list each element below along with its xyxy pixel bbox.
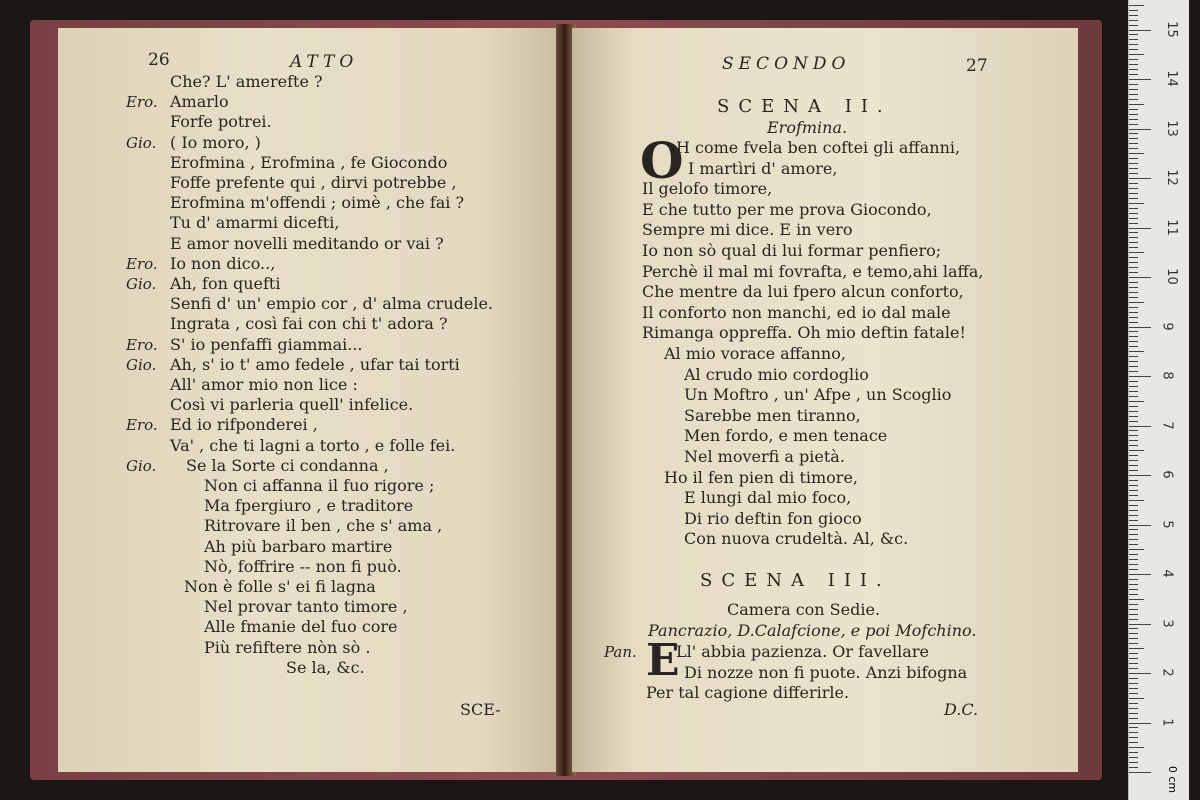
speaker-label: Ero. xyxy=(126,335,158,354)
ruler-tick xyxy=(1129,188,1138,189)
ruler-tick xyxy=(1129,104,1144,105)
ruler-tick xyxy=(1129,381,1138,382)
ruler-tick xyxy=(1129,247,1138,248)
ruler-tick xyxy=(1129,312,1138,313)
verse-line: Non è folle s' ei fi lagna xyxy=(184,577,376,596)
ruler-tick xyxy=(1129,435,1138,436)
ruler-tick xyxy=(1129,470,1138,471)
ruler-tick xyxy=(1129,327,1151,328)
ruler-tick xyxy=(1129,589,1138,590)
verse-line: Sempre mi dice. E in vero xyxy=(642,220,853,240)
verse-line: Con nuova crudeltà. Al, &c. xyxy=(684,529,909,549)
ruler-tick xyxy=(1129,737,1138,738)
ruler-tick xyxy=(1129,465,1138,466)
ruler-tick xyxy=(1129,767,1138,768)
measuring-ruler xyxy=(1128,0,1189,800)
ruler-tick xyxy=(1129,683,1138,684)
ruler-tick xyxy=(1129,351,1144,352)
ruler-tick xyxy=(1129,307,1138,308)
ruler-tick xyxy=(1129,64,1138,65)
verse-line: Nò, foffrire -- non fi può. xyxy=(204,556,402,576)
verse-line: Più refiftere nòn sò . xyxy=(204,637,371,657)
ruler-tick xyxy=(1129,193,1138,194)
ruler-tick xyxy=(1129,168,1138,169)
verse-line: E che tutto per me prova Giocondo, xyxy=(642,199,932,219)
ruler-tick xyxy=(1129,252,1144,253)
verse-line: I martìri d' amore, xyxy=(688,158,838,178)
ruler-tick xyxy=(1129,262,1138,263)
ruler-tick xyxy=(1129,282,1138,283)
verse-line: Di rio deftin fon gioco xyxy=(684,508,862,528)
ruler-tick xyxy=(1129,133,1138,134)
catchword-left: SCE- xyxy=(460,700,501,719)
ruler-tick xyxy=(1129,713,1138,714)
verse-line: Ho il fen pien di timore, xyxy=(664,467,858,487)
ruler-tick xyxy=(1129,242,1138,243)
ruler-tick xyxy=(1129,515,1138,516)
verse-line: Nel moverfi a pietà. xyxy=(684,447,845,466)
ruler-tick xyxy=(1129,426,1151,427)
ruler-number: 10 xyxy=(1163,268,1179,285)
verse-line: Al crudo mio cordoglio xyxy=(684,364,869,384)
ruler-tick xyxy=(1129,703,1138,704)
ruler-tick xyxy=(1129,718,1138,719)
verse-line: ( Io moro, ) xyxy=(170,132,261,152)
ruler-tick xyxy=(1129,648,1144,649)
ruler-tick xyxy=(1129,698,1144,699)
ruler-tick xyxy=(1129,361,1138,362)
ruler-number: 8 xyxy=(1159,371,1175,380)
page-number-right: 27 xyxy=(966,56,988,76)
drop-cap-e: E xyxy=(646,635,680,686)
verse-line: All' amor mio non lice : xyxy=(170,375,358,394)
ruler-tick xyxy=(1129,678,1138,679)
ruler-tick xyxy=(1129,237,1138,238)
speaker-label: Gio. xyxy=(126,133,157,152)
ruler-tick xyxy=(1129,232,1138,233)
ruler-number: 2 xyxy=(1159,668,1175,677)
ruler-unit-label: 0 cm xyxy=(1166,765,1180,794)
ruler-tick xyxy=(1129,534,1138,535)
ruler-tick xyxy=(1129,411,1138,412)
ruler-tick xyxy=(1129,584,1138,585)
verse-line: Sarebbe men tiranno, xyxy=(684,405,861,425)
ruler-number: 1 xyxy=(1159,717,1175,727)
verse-line: Forfe potrei. xyxy=(170,112,272,132)
ruler-tick xyxy=(1129,5,1144,6)
ruler-tick xyxy=(1129,34,1138,35)
ruler-tick xyxy=(1129,267,1138,268)
verse-line: Un Moftro , un' Afpe , un Scoglio xyxy=(684,385,952,405)
ruler-tick xyxy=(1129,490,1138,491)
ruler-tick xyxy=(1129,129,1151,130)
verse-line: Alle fmanie del fuo core xyxy=(204,617,398,637)
ruler-tick xyxy=(1129,633,1138,634)
verse-line: Ah, s' io t' amo fedele , ufar tai torti xyxy=(170,354,460,374)
ruler-tick xyxy=(1129,84,1138,85)
ruler-tick xyxy=(1129,341,1138,342)
verse-line: Ed io rifponderei , xyxy=(170,415,318,435)
ruler-tick xyxy=(1129,624,1151,625)
verse-line: Men fordo, e men tenace xyxy=(684,426,888,446)
verse-line: E amor novelli meditando or vai ? xyxy=(170,233,444,253)
ruler-tick xyxy=(1129,391,1138,392)
speaker-label: Ero. xyxy=(126,254,158,273)
ruler-tick xyxy=(1129,619,1138,620)
verse-line: Così vi parleria quell' infelice. xyxy=(170,395,414,415)
ruler-tick xyxy=(1129,752,1138,753)
ruler-tick xyxy=(1129,257,1138,258)
ruler-tick xyxy=(1129,406,1138,407)
ruler-tick xyxy=(1129,544,1138,545)
ruler-tick xyxy=(1129,223,1138,224)
ruler-tick xyxy=(1129,228,1151,229)
verse-line: Al mio vorace affanno, xyxy=(664,344,846,363)
ruler-tick xyxy=(1129,554,1138,555)
running-head-right: SECONDO xyxy=(722,54,851,74)
ruler-tick xyxy=(1129,539,1138,540)
ruler-tick xyxy=(1129,574,1151,575)
ruler-tick xyxy=(1129,346,1138,347)
ruler-tick xyxy=(1129,732,1138,733)
scene-3-setting: Camera con Sedie. xyxy=(727,600,881,619)
ruler-tick xyxy=(1129,663,1138,664)
ruler-tick xyxy=(1129,89,1138,90)
scene-2-character: Erofmina. xyxy=(767,118,848,137)
ruler-tick xyxy=(1129,460,1138,461)
running-head-left: ATTO xyxy=(290,52,359,72)
verse-line: Senfi d' un' empio cor , d' alma crudele. xyxy=(170,294,494,314)
ruler-tick xyxy=(1129,416,1138,417)
ruler-number: 13 xyxy=(1163,119,1179,137)
ruler-tick xyxy=(1129,396,1138,397)
ruler-tick xyxy=(1129,495,1138,496)
verse-line: Perchè il mal mi fovrafta, e temo,ahi laffa, xyxy=(642,261,984,281)
ruler-tick xyxy=(1129,421,1138,422)
verse-line: Per tal cagione differirle. xyxy=(646,683,850,702)
verse-line: Io non sò qual di lui formar penfiero; xyxy=(642,241,942,260)
ruler-tick xyxy=(1129,218,1138,219)
ruler-tick xyxy=(1129,510,1138,511)
verse-line: Rimanga oppreffa. Oh mio deftin fatale! xyxy=(642,323,966,343)
speaker-label: Gio. xyxy=(126,275,157,293)
ruler-tick xyxy=(1129,292,1138,293)
verse-line: H come fvela ben coftei gli affanni, xyxy=(676,138,961,157)
left-page xyxy=(58,28,560,772)
ruler-tick xyxy=(1129,579,1138,580)
verse-line: Ah, fon quefti xyxy=(170,274,281,293)
ruler-tick xyxy=(1129,500,1144,501)
ruler-tick xyxy=(1129,445,1138,446)
verse-line: Di nozze non fi puote. Anzi bifogna xyxy=(684,662,968,682)
ruler-tick xyxy=(1129,336,1138,337)
ruler-tick xyxy=(1129,772,1151,773)
ruler-tick xyxy=(1129,213,1138,214)
ruler-tick xyxy=(1129,440,1138,441)
ruler-tick xyxy=(1129,673,1151,674)
ruler-tick xyxy=(1129,628,1138,629)
verse-line: Amarlo xyxy=(170,92,229,112)
ruler-tick xyxy=(1129,604,1138,605)
ruler-tick xyxy=(1129,480,1138,481)
ruler-tick xyxy=(1129,183,1138,184)
ruler-tick xyxy=(1129,178,1151,179)
verse-line: S' io penfaffi giammai... xyxy=(170,334,363,354)
ruler-tick xyxy=(1129,119,1138,120)
ruler-tick xyxy=(1129,109,1138,110)
verse-line: Ah più barbaro martire xyxy=(204,536,393,556)
ruler-tick xyxy=(1129,208,1138,209)
ruler-tick xyxy=(1129,44,1138,45)
ruler-number: 15 xyxy=(1163,20,1179,38)
verse-line: Foffe prefente qui , dirvi potrebbe , xyxy=(170,173,457,192)
verse-line: Il conforto non manchi, ed io dal male xyxy=(642,302,951,322)
verse-line: Se la, &c. xyxy=(286,657,365,677)
ruler-tick xyxy=(1129,658,1138,659)
speaker-label: Gio. xyxy=(126,355,157,374)
ruler-tick xyxy=(1129,366,1138,367)
ruler-tick xyxy=(1129,455,1138,456)
verse-line: E lungi dal mio foco, xyxy=(684,488,852,508)
ruler-tick xyxy=(1129,529,1138,530)
ruler-tick xyxy=(1129,693,1138,694)
ruler-tick xyxy=(1129,79,1151,80)
catchword-right: D.C. xyxy=(944,700,979,719)
ruler-tick xyxy=(1129,114,1138,115)
ruler-tick xyxy=(1129,559,1138,560)
ruler-tick xyxy=(1129,272,1138,273)
ruler-tick xyxy=(1129,198,1138,199)
ruler-tick xyxy=(1129,203,1144,204)
right-page xyxy=(572,28,1078,772)
ruler-tick xyxy=(1129,723,1151,724)
scene-2-title: SCENA II. xyxy=(717,96,892,117)
ruler-tick xyxy=(1129,163,1138,164)
ruler-tick xyxy=(1129,99,1138,100)
ruler-tick xyxy=(1129,148,1138,149)
ruler-tick xyxy=(1129,594,1138,595)
ruler-tick xyxy=(1129,609,1138,610)
ruler-tick xyxy=(1129,20,1138,21)
ruler-tick xyxy=(1129,322,1138,323)
ruler-tick xyxy=(1129,59,1138,60)
ruler-number: 11 xyxy=(1163,218,1179,236)
ruler-tick xyxy=(1129,688,1138,689)
verse-line: Che? L' amerefte ? xyxy=(170,72,323,91)
ruler-tick xyxy=(1129,69,1138,70)
ruler-number: 6 xyxy=(1159,470,1175,479)
verse-line: Ingrata , così fai con chi t' adora ? xyxy=(170,314,448,334)
ruler-tick xyxy=(1129,124,1138,125)
ruler-tick xyxy=(1129,485,1138,486)
verse-line: Erofmina , Erofmina , fe Giocondo xyxy=(170,152,448,172)
scene-3-speaker: Pan. xyxy=(604,643,637,661)
ruler-tick xyxy=(1129,94,1138,95)
ruler-tick xyxy=(1129,287,1138,288)
ruler-tick xyxy=(1129,505,1138,506)
ruler-number: 7 xyxy=(1159,420,1175,430)
ruler-tick xyxy=(1129,297,1138,298)
verse-line: Se la Sorte ci condanna , xyxy=(186,455,389,475)
ruler-tick xyxy=(1129,49,1138,50)
ruler-tick xyxy=(1129,158,1138,159)
verse-line: Erofmina m'offendi ; oimè , che fai ? xyxy=(170,193,465,213)
ruler-tick xyxy=(1129,153,1144,154)
verse-line: Io non dico.., xyxy=(170,253,276,273)
speaker-label: Gio. xyxy=(126,456,157,475)
ruler-tick xyxy=(1129,386,1138,387)
ruler-tick xyxy=(1129,653,1138,654)
ruler-tick xyxy=(1129,302,1144,303)
ruler-number: 4 xyxy=(1159,569,1175,578)
ruler-tick xyxy=(1129,277,1151,278)
verse-line: Ll' abbia pazienza. Or favellare xyxy=(676,642,929,661)
verse-line: Non ci affanna il fuo rigore ; xyxy=(204,476,435,495)
verse-line: Ritrovare il ben , che s' ama , xyxy=(204,516,443,536)
ruler-tick xyxy=(1129,643,1138,644)
verse-line: Tu d' amarmi dicefti, xyxy=(170,213,340,233)
ruler-tick xyxy=(1129,25,1138,26)
ruler-tick xyxy=(1129,450,1144,451)
ruler-tick xyxy=(1129,54,1144,55)
ruler-tick xyxy=(1129,569,1138,570)
ruler-tick xyxy=(1129,638,1138,639)
ruler-tick xyxy=(1129,30,1151,31)
ruler-number: 14 xyxy=(1163,70,1179,87)
ruler-tick xyxy=(1129,143,1138,144)
ruler-number: 9 xyxy=(1159,321,1175,331)
ruler-tick xyxy=(1129,747,1144,748)
ruler-tick xyxy=(1129,520,1138,521)
ruler-number: 3 xyxy=(1159,618,1175,628)
ruler-tick xyxy=(1129,331,1138,332)
ruler-tick xyxy=(1129,549,1144,550)
verse-line: Ma fpergiuro , e traditore xyxy=(204,496,414,516)
ruler-number: 12 xyxy=(1163,169,1179,186)
ruler-tick xyxy=(1129,668,1138,669)
ruler-tick xyxy=(1129,15,1138,16)
speaker-label: Ero. xyxy=(126,93,158,112)
ruler-tick xyxy=(1129,376,1151,377)
ruler-tick xyxy=(1129,317,1138,318)
ruler-tick xyxy=(1129,727,1138,728)
ruler-tick xyxy=(1129,614,1138,615)
scene-3-characters: Pancrazio, D.Calafcione, e poi Mofchino. xyxy=(648,621,977,640)
scene-3-title: SCENA III. xyxy=(700,570,891,591)
verse-line: Che mentre da lui fpero alcun conforto, xyxy=(642,282,964,302)
page-number-left: 26 xyxy=(148,50,170,70)
ruler-tick xyxy=(1129,173,1138,174)
ruler-tick xyxy=(1129,138,1138,139)
verse-line: Il gelofo timore, xyxy=(642,179,773,199)
ruler-tick xyxy=(1129,757,1138,758)
speaker-label: Ero. xyxy=(126,416,158,435)
ruler-tick xyxy=(1129,39,1138,40)
ruler-tick xyxy=(1129,599,1144,600)
ruler-tick xyxy=(1129,356,1138,357)
ruler-tick xyxy=(1129,401,1144,402)
ruler-tick xyxy=(1129,708,1138,709)
ruler-tick xyxy=(1129,371,1138,372)
ruler-tick xyxy=(1129,10,1138,11)
ruler-tick xyxy=(1129,762,1138,763)
verse-line: Va' , che ti lagni a torto , e folle fei. xyxy=(170,435,456,455)
drop-cap-o: O xyxy=(640,131,684,190)
ruler-tick xyxy=(1129,742,1138,743)
ruler-number: 5 xyxy=(1159,519,1175,529)
ruler-tick xyxy=(1129,74,1138,75)
ruler-tick xyxy=(1129,430,1138,431)
ruler-tick xyxy=(1129,475,1151,476)
verse-line: Nel provar tanto timore , xyxy=(204,597,408,617)
ruler-tick xyxy=(1129,525,1151,526)
ruler-tick xyxy=(1129,564,1138,565)
